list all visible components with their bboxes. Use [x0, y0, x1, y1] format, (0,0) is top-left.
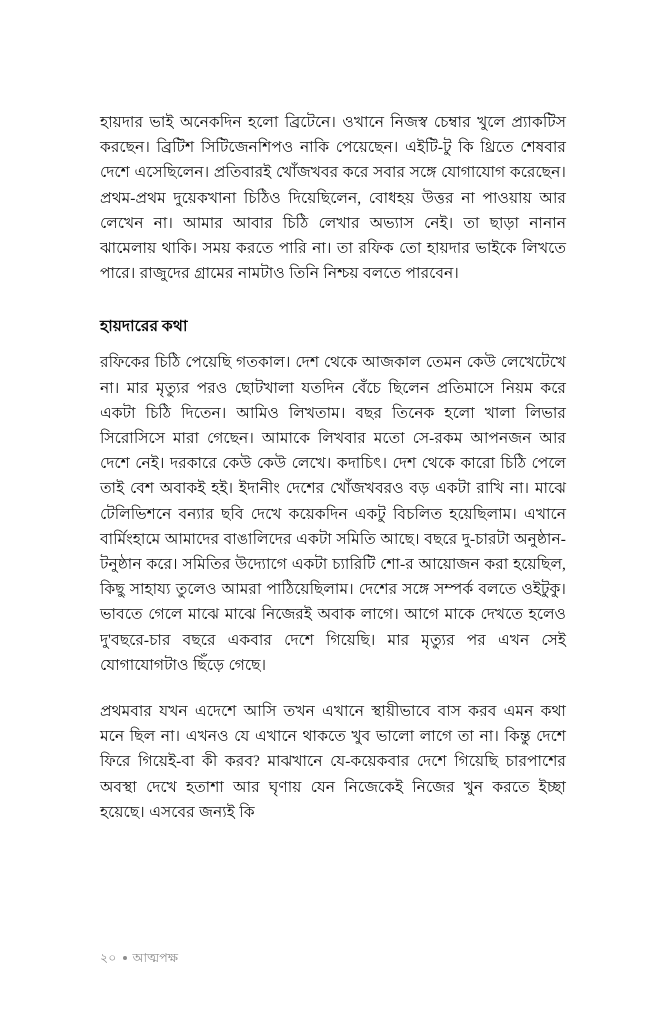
text-column	[100, 110, 566, 825]
body-paragraph-1: হায়দার ভাই অনেকদিন হলো ব্রিটেনে। ওখানে নিজস্ব চেম্বার খুলে প্র্যাকটিস করছেন। ব্রিটিশ সিটিজেনশিপও নাকি পেয়েছেন। এইটি-টু কি থ্রিতে শেষবার দেশে এসেছিলেন। প্রতিবারই খোঁজখবর করে সবার সঙ্গে যোগাযোগ করেছেন। প্রথম-প্রথম দুয়েকখানা চিঠিও দিয়েছিলেন, বোধহয় উত্তর না পাওয়ায় আর লেখেন না। আমার আবার চিঠি লেখার অভ্যাস নেই। তা ছাড়া নানান ঝামেলায় থাকি। সময় করতে পারি না। তা রফিক তো হায়দার ভাইকে লিখতে পারে। রাজুদের গ্রামের নামটাও তিনি নিশ্চয় বলতে পারবেন।	[100, 114, 566, 283]
page-footer	[100, 950, 566, 966]
section-heading: হায়দারের কথা	[100, 318, 188, 336]
body-paragraph-2: রফিকের চিঠি পেয়েছি গতকাল। দেশ থেকে আজকাল তেমন কেউ লেখেটেখে না। মার মৃত্যুর পরও ছোটখালা যতদিন বেঁচে ছিলেন প্রতিমাসে নিয়ম করে একটা চিঠি দিতেন। আমিও লিখতাম। বছর তিনেক হলো খালা লিভার সিরোসিসে মারা গেছেন। আমাকে লিখবার মতো সে-রকম আপনজন আর দেশে নেই। দরকারে কেউ কেউ লেখে। কদাচিৎ। দেশ থেকে কারো চিঠি পেলে তাই বেশ অবাকই হই। ইদানীং দেশের খোঁজখবরও বড় একটা রাখি না। মাঝে টেলিভিশনে বন্যার ছবি দেখে কয়েকদিন একটু বিচলিত হয়েছিলাম। এখানে বার্মিংহামে আমাদের বাঙালিদের একটা সমিতি আছে। বছরে দু-চারটা অনুষ্ঠান-টনুষ্ঠান করে। সমিতির উদ্যোগে একটা চ্যারিটি শো-র আয়োজন করা হয়েছিল, কিছু সাহায্য তুলেও আমরা পাঠিয়েছিলাম। দেশের সঙ্গে সম্পর্ক বলতে ওইটুকু। ভাবতে গেলে মাঝে মাঝে নিজেরই অবাক লাগে। আগে মাকে দেখতে হলেও দু'বছরে-চার বছরে একবার দেশে গিয়েছি। মার মৃত্যুর পর এখন সেই যোগাযোগটাও ছিঁড়ে গেছে।	[100, 354, 566, 674]
footer-book-title: আত্মপক্ষ	[132, 951, 179, 965]
footer-page-number: ২০	[100, 951, 117, 965]
bullet-separator-icon	[123, 956, 127, 960]
body-paragraph-3: প্রথমবার যখন এদেশে আসি তখন এখানে স্থায়ীভাবে বাস করব এমন কথা মনে ছিল না। এখনও যে এখানে থাকতে খুব ভালো লাগে তা না। কিন্তু দেশে ফিরে গিয়েই-বা কী করব? মাঝখানে যে-কয়েকবার দেশে গিয়েছি চারপাশের অবস্থা দেখে হতাশা আর ঘৃণায় যেন নিজেকেই নিজের খুন করতে ইচ্ছা হয়েছে। এসবের জন্যই কি	[100, 703, 566, 821]
